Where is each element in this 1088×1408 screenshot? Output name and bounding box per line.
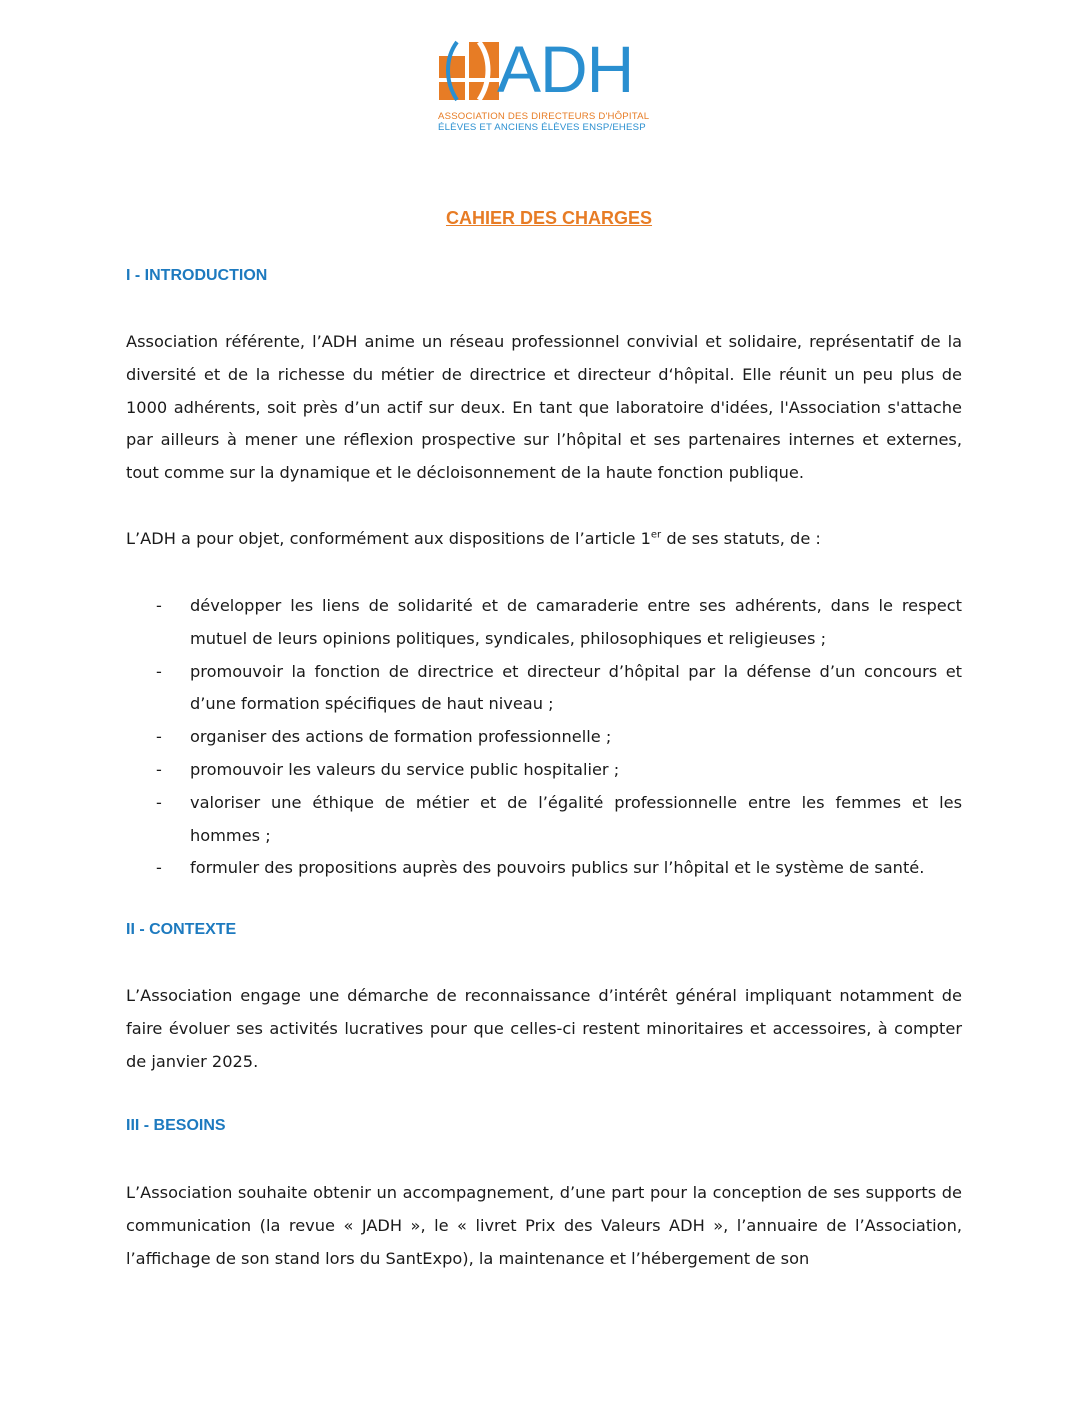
contexte-paragraph: L’Association engage une démarche de reconnaissance d’intérêt général impliquant notamment de faire évoluer ses activités lucratives pour que celles-ci restent minoritaires et accessoires, à compter de janvier 2025. bbox=[126, 986, 962, 1071]
list-item bbox=[126, 590, 962, 656]
heading-besoins: III - BESOINS bbox=[126, 1117, 226, 1134]
bullet-dash: - bbox=[156, 596, 162, 615]
heading-contexte: II - CONTEXTE bbox=[126, 921, 237, 938]
list-item-text: promouvoir les valeurs du service public hospitalier ; bbox=[190, 759, 620, 779]
adh-logo-mark-icon bbox=[437, 36, 501, 102]
besoins-paragraph: L’Association souhaite obtenir un accompagnement, d’une part pour la conception de ses supports de communication (la revue « JADH », le « livret Prix des Valeurs ADH », l’annuaire de l’Association, l’affichage de son stand lors du SantExpo), la maintenance et l’hébergement de son bbox=[126, 1183, 962, 1268]
list-item-text: formuler des propositions auprès des pouvoirs publics sur l’hôpital et le système de santé. bbox=[190, 858, 925, 878]
objet-bullet-list bbox=[126, 590, 962, 885]
list-item bbox=[126, 754, 962, 787]
bullet-dash: - bbox=[156, 792, 162, 812]
list-item-text: organiser des actions de formation professionnelle ; bbox=[190, 727, 612, 747]
list-item bbox=[126, 787, 962, 853]
objet-paragraph bbox=[126, 523, 962, 556]
bullet-dash: - bbox=[156, 759, 162, 779]
list-item bbox=[126, 852, 962, 885]
bullet-dash: - bbox=[156, 661, 162, 681]
list-item-text: promouvoir la fonction de directrice et directeur d’hôpital par la défense d’un concours et d’une formation spécifiques de haut niveau ; bbox=[190, 661, 962, 714]
bullet-dash: - bbox=[156, 858, 162, 878]
bullet-dash: - bbox=[156, 727, 162, 747]
list-item bbox=[126, 721, 962, 754]
list-item bbox=[126, 656, 962, 722]
list-item-text: développer les liens de solidarité et de camaraderie entre ses adhérents, dans le respect mutuel de leurs opinions politiques, syndicales, philosophiques et religieuses ; bbox=[190, 596, 962, 648]
objet-text-end: de ses statuts, de : bbox=[661, 529, 821, 548]
intro-paragraph: Association référente, l’ADH anime un réseau professionnel convivial et solidaire, représentatif de la diversité et de la richesse du métier de directrice et directeur d‘hôpital. Elle réunit un peu plus de 1000 adhérents, soit près d’un actif sur deux. En tant que laboratoire d'idées, l'Association s'attache par ailleurs à mener une réflexion prospective sur l’hôpital et ses partenaires internes et externes, tout comme sur la dynamique et le décloisonnement de la haute fonction publique. bbox=[126, 332, 962, 483]
logo-tagline-1: ASSOCIATION DES DIRECTEURS D'HÔPITAL bbox=[438, 111, 650, 122]
list-item-text: valoriser une éthique de métier et de l’égalité professionnelle entre les femmes et les hommes ; bbox=[190, 792, 962, 845]
logo-wordmark: ADH bbox=[497, 32, 634, 106]
objet-text: L’ADH a pour objet, conformément aux dispositions de l’article 1 bbox=[126, 529, 651, 548]
objet-superscript: er bbox=[650, 529, 662, 541]
heading-introduction: I - INTRODUCTION bbox=[126, 267, 268, 284]
logo-tagline-2: ÉLÈVES ET ANCIENS ÉLÈVES ENSP/EHESP bbox=[438, 122, 646, 133]
document-title: CAHIER DES CHARGES bbox=[445, 208, 653, 228]
adh-logo bbox=[437, 32, 663, 136]
